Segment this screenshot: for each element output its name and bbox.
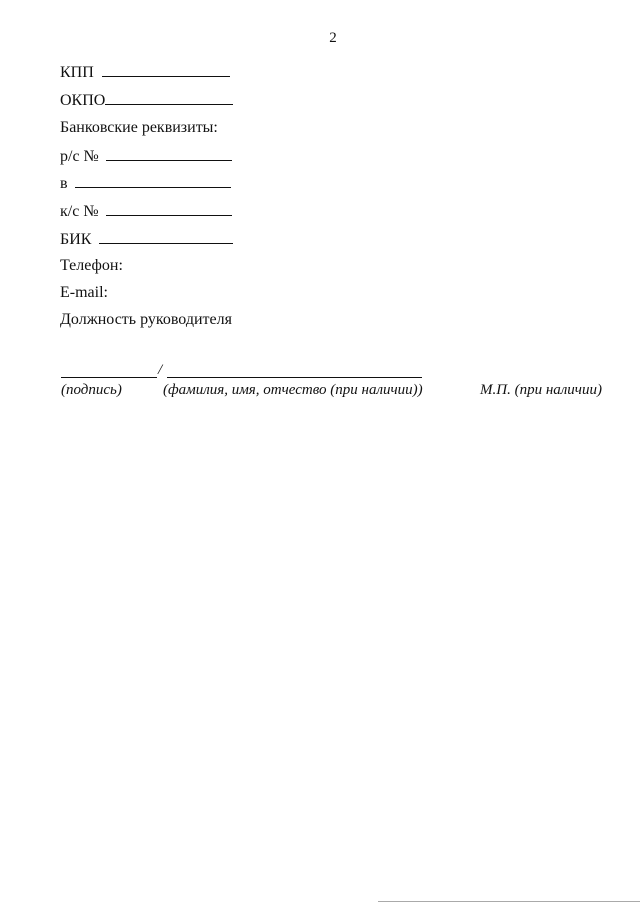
okpo-blank-line[interactable]	[105, 89, 233, 105]
position-label: Должность руководителя	[60, 311, 232, 328]
full-name-blank-line[interactable]	[167, 377, 422, 378]
page-number: 2	[329, 30, 337, 46]
scan-edge-line	[378, 901, 640, 902]
bank-name-label: в	[60, 175, 68, 192]
bik-label: БИК	[60, 231, 92, 248]
bik-blank-line[interactable]	[99, 228, 233, 244]
email-label: E-mail:	[60, 284, 108, 301]
bank-name-field	[60, 172, 231, 194]
account-blank-line[interactable]	[106, 145, 232, 161]
corr-account-blank-line[interactable]	[106, 200, 232, 216]
stamp-caption: М.П. (при наличии)	[480, 382, 602, 398]
signature-blank-line[interactable]	[61, 377, 157, 378]
signature-separator: /	[158, 362, 163, 378]
phone-label: Телефон:	[60, 257, 123, 274]
kpp-blank-line[interactable]	[102, 61, 230, 77]
kpp-label: КПП	[60, 64, 94, 81]
bik-field	[60, 228, 233, 250]
corr-account-label: к/с №	[60, 203, 99, 220]
account-label: р/с №	[60, 148, 99, 165]
signature-caption: (подпись)	[61, 382, 122, 398]
bank-name-blank-line[interactable]	[75, 172, 231, 188]
account-field	[60, 145, 232, 167]
kpp-field	[60, 61, 230, 83]
bank-details-heading: Банковские реквизиты:	[60, 119, 218, 136]
okpo-field	[60, 89, 233, 111]
okpo-label: ОКПО	[60, 92, 106, 109]
corr-account-field	[60, 200, 232, 222]
full-name-caption: (фамилия, имя, отчество (при наличии))	[163, 382, 423, 398]
